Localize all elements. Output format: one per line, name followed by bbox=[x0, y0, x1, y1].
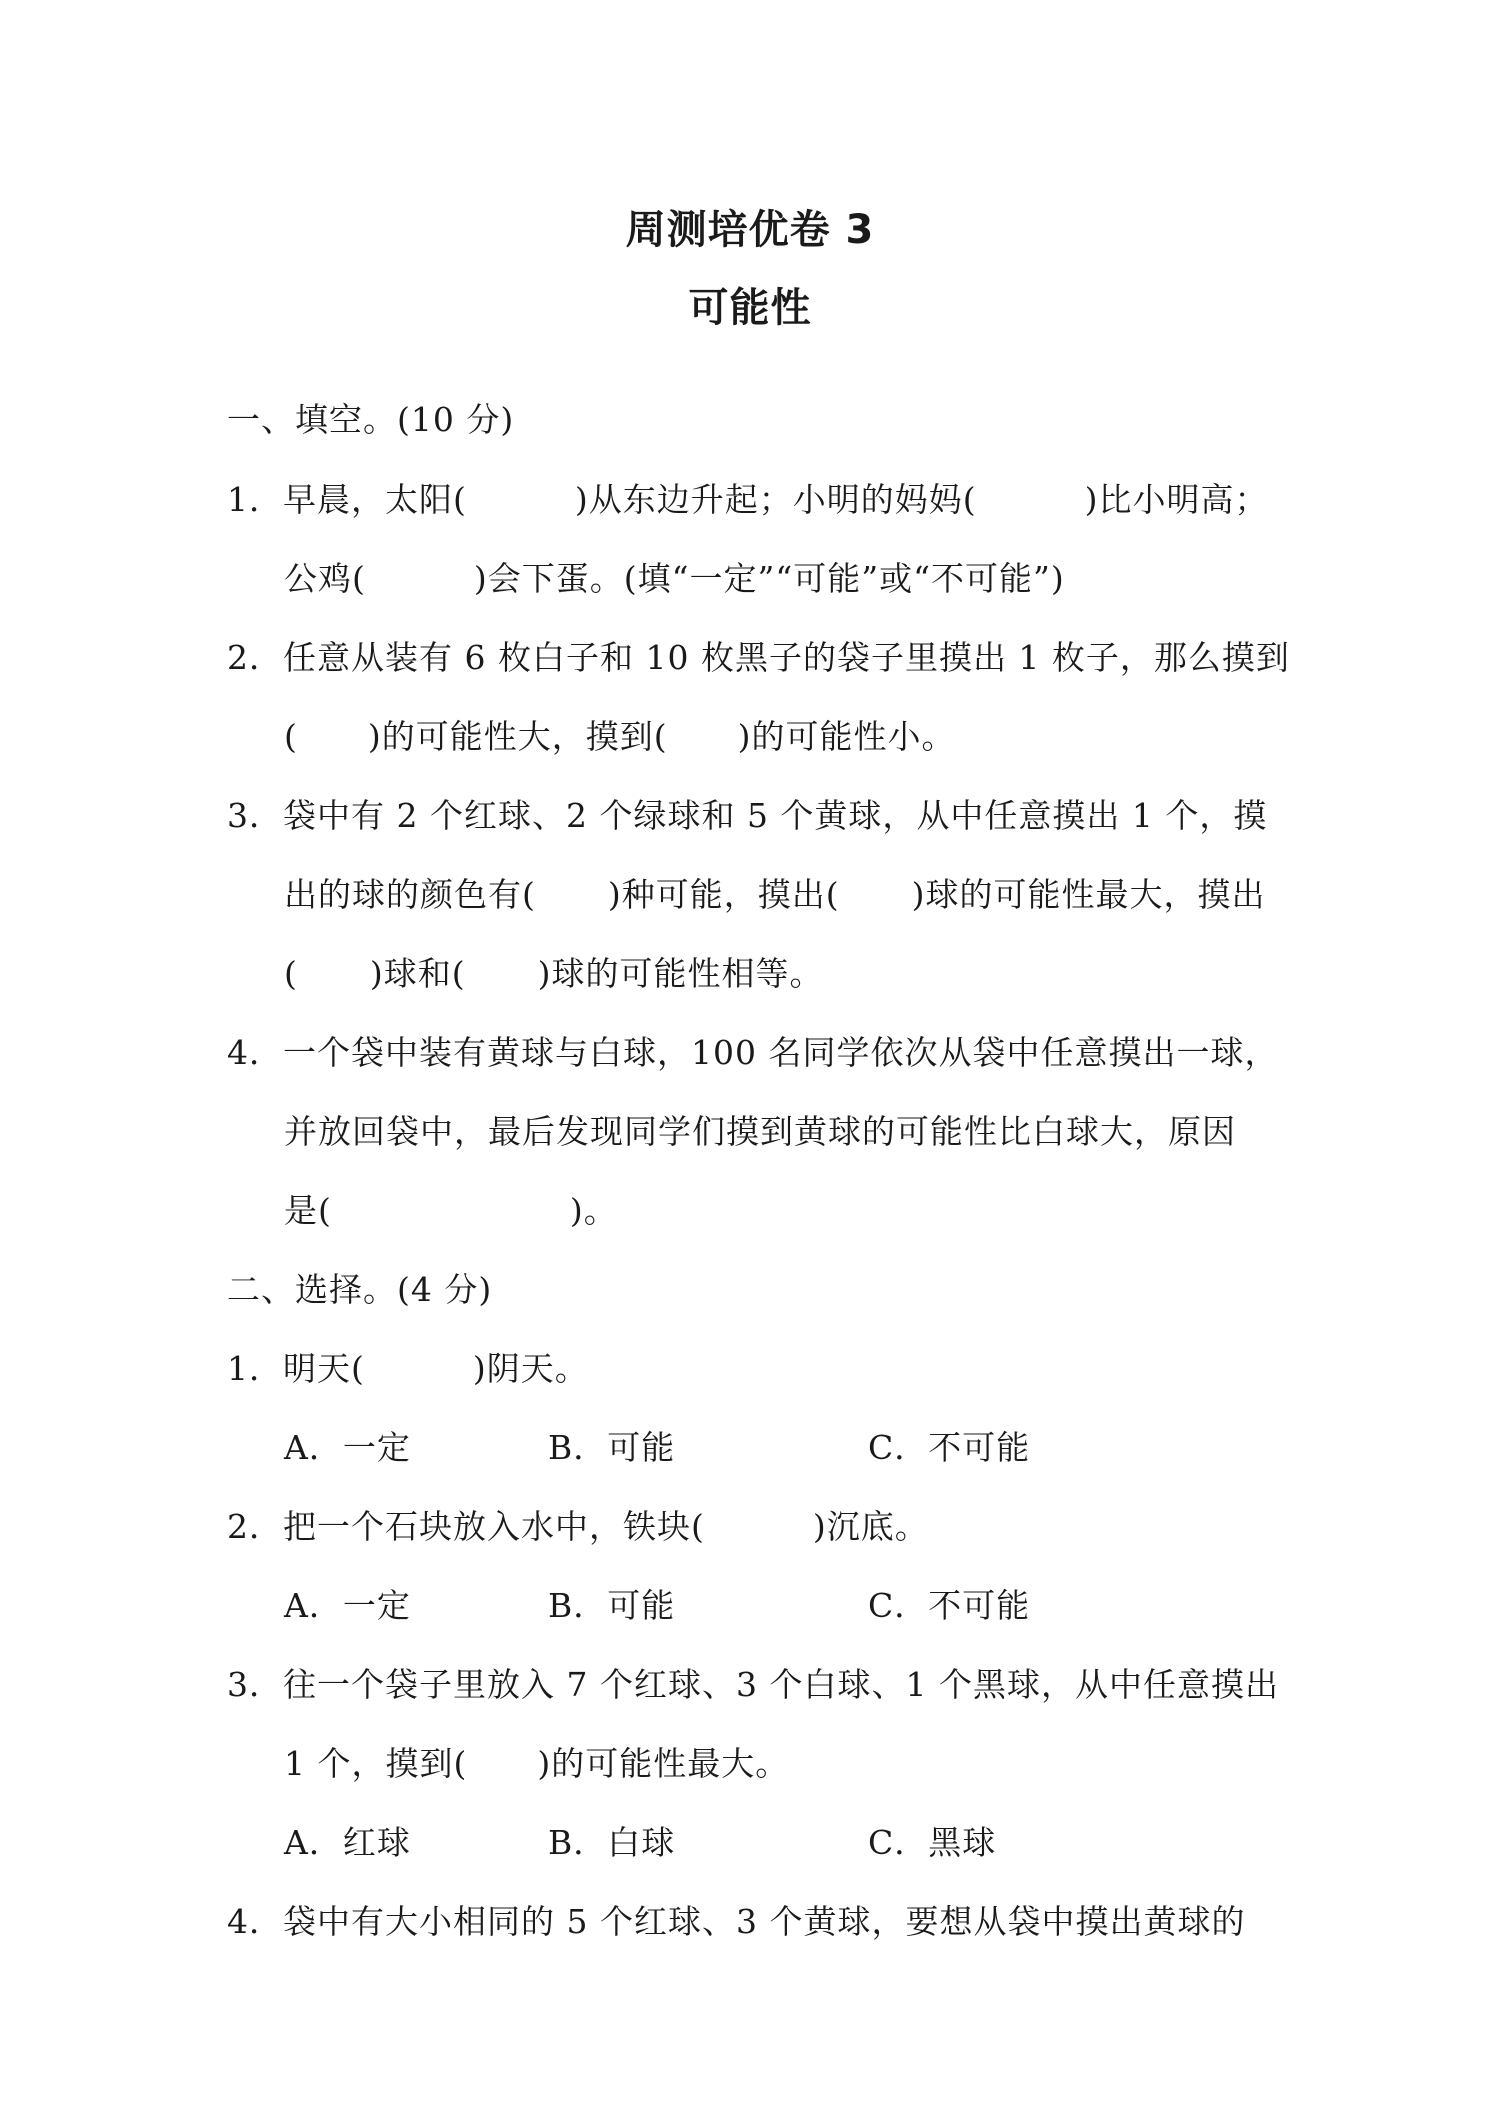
s2-q1-option-a: A．一定 bbox=[284, 1428, 411, 1467]
s1-q2-line2 bbox=[284, 717, 956, 757]
s1-q2-line2-text-a: ( bbox=[284, 717, 298, 756]
s2-q3-option-a: A．红球 bbox=[284, 1823, 411, 1862]
s1-q3-line3-text-b: )球和( bbox=[369, 954, 466, 993]
s1-q4-line2: 并放回袋中，最后发现同学们摸到黄球的可能性比白球大，原因 bbox=[284, 1112, 1236, 1151]
s2-q1-stem-b: )阴天。 bbox=[472, 1349, 589, 1388]
s2-q1-stem bbox=[227, 1349, 589, 1389]
s1-q3-line2-text-a: 出的球的颜色有( bbox=[284, 875, 536, 914]
s2-q2-option-a: A．一定 bbox=[284, 1586, 411, 1625]
page-subtitle: 可能性 bbox=[688, 285, 812, 331]
s1-q1-line1 bbox=[227, 480, 1269, 520]
s1-q1-line1-text-b: )从东边升起；小明的妈妈( bbox=[574, 480, 977, 519]
s1-q1-line2-text-b: )会下蛋。(填“一定”“可能”或“不可能”) bbox=[473, 559, 1065, 598]
s2-q2-option-b: B．可能 bbox=[548, 1586, 676, 1625]
s1-q4-line1: 4．一个袋中装有黄球与白球，100 名同学依次从袋中任意摸出一球， bbox=[227, 1033, 1279, 1072]
s1-q2-line1: 2．任意从装有 6 枚白子和 10 枚黑子的袋子里摸出 1 枚子，那么摸到 bbox=[227, 638, 1290, 677]
s1-q3-line3-text-a: ( bbox=[284, 954, 298, 993]
s2-q2-stem bbox=[227, 1507, 929, 1547]
s2-q2-option-c: C．不可能 bbox=[868, 1586, 1031, 1625]
s2-q1-option-c: C．不可能 bbox=[868, 1428, 1031, 1467]
s1-q3-line2 bbox=[284, 875, 1266, 915]
s2-q2-stem-b: )沉底。 bbox=[812, 1507, 929, 1546]
s1-q1-line2-text-a: 公鸡( bbox=[284, 559, 366, 598]
s2-q4-line1: 4．袋中有大小相同的 5 个红球、3 个黄球，要想从袋中摸出黄球的 bbox=[227, 1902, 1246, 1941]
section1-heading: 一、填空。(10 分) bbox=[227, 400, 515, 439]
s1-q3-line3-text-c: )球的可能性相等。 bbox=[537, 954, 824, 993]
s1-q3-line3 bbox=[284, 954, 824, 994]
page-title: 周测培优卷 3 bbox=[625, 207, 875, 253]
s2-q3-line2-text-b: )的可能性最大。 bbox=[537, 1744, 790, 1783]
s1-q1-line2 bbox=[284, 559, 1065, 599]
s1-q4-line3-text-b: )。 bbox=[569, 1191, 618, 1230]
s2-q3-option-b: B．白球 bbox=[548, 1823, 676, 1862]
s1-q2-line2-text-c: )的可能性小。 bbox=[737, 717, 956, 756]
s1-q1-line1-text-c: )比小明高； bbox=[1084, 480, 1269, 519]
s1-q4-line3 bbox=[284, 1191, 618, 1231]
s1-q1-line1-text-a: 1．早晨，太阳( bbox=[227, 480, 467, 519]
s2-q3-option-c: C．黑球 bbox=[868, 1823, 997, 1862]
s2-q2-stem-a: 2．把一个石块放入水中，铁块( bbox=[227, 1507, 705, 1546]
s1-q3-line2-text-c: )球的可能性最大，摸出 bbox=[911, 875, 1266, 914]
s1-q4-line3-text-a: 是( bbox=[284, 1191, 332, 1230]
s2-q3-line2-text-a: 1 个，摸到( bbox=[284, 1744, 468, 1783]
s1-q2-line2-text-b: )的可能性大，摸到( bbox=[367, 717, 668, 756]
s2-q3-line1: 3．往一个袋子里放入 7 个红球、3 个白球、1 个黑球，从中任意摸出 bbox=[227, 1665, 1279, 1704]
s2-q1-stem-a: 1．明天( bbox=[227, 1349, 365, 1388]
s2-q3-line2 bbox=[284, 1744, 789, 1784]
s2-q1-option-b: B．可能 bbox=[548, 1428, 676, 1467]
section2-heading: 二、选择。(4 分) bbox=[227, 1270, 493, 1309]
s1-q3-line1: 3．袋中有 2 个红球、2 个绿球和 5 个黄球，从中任意摸出 1 个，摸 bbox=[227, 796, 1268, 835]
s1-q3-line2-text-b: )种可能，摸出( bbox=[607, 875, 840, 914]
